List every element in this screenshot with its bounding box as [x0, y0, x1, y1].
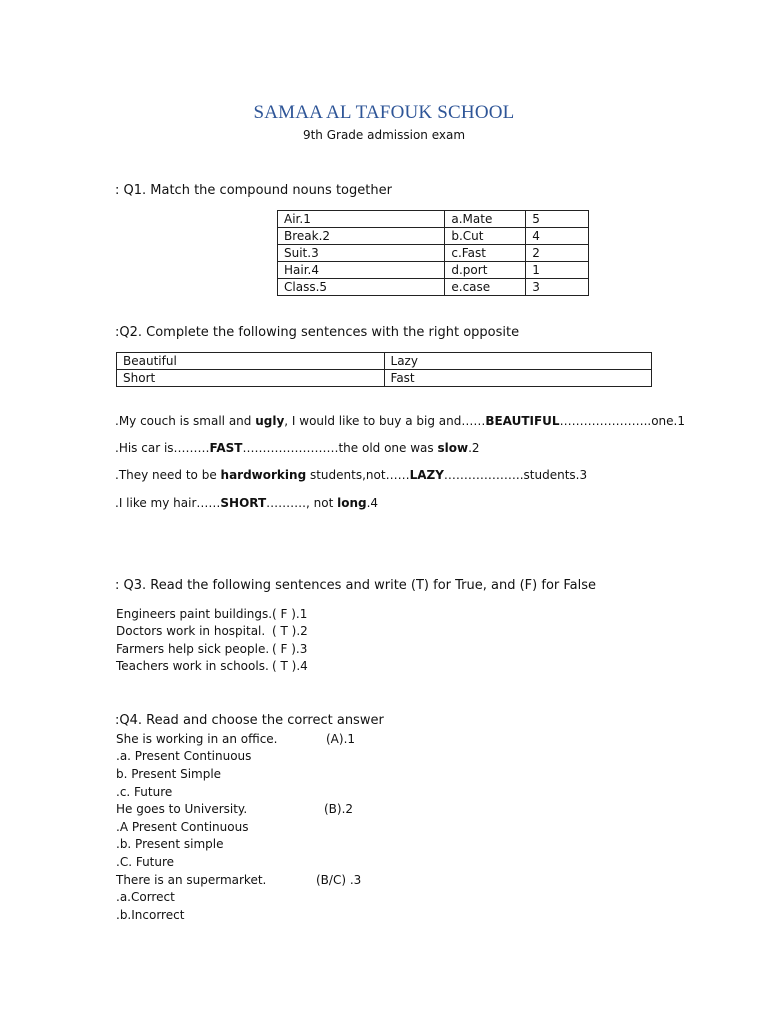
q1-answer-cell: 2 [526, 245, 589, 262]
q1-right-cell: a.Mate [445, 211, 526, 228]
q3-item-1: Engineers paint buildings. [116, 607, 273, 621]
table-row [278, 279, 589, 296]
q1-answer-cell: 5 [526, 211, 589, 228]
q2-sentence-2 [115, 441, 480, 455]
sentence-text: .2 [468, 441, 480, 455]
q1-matching-table [277, 210, 589, 296]
q4-option: .a.Correct [116, 890, 175, 904]
q2-sentence-3 [115, 468, 587, 482]
q3-heading: : Q3. Read the following sentences and write (T) for True, and (F) for False [115, 578, 597, 593]
q1-right-cell: d.port [445, 262, 526, 279]
q2-word-cell: Short [117, 370, 385, 387]
sentence-answer: SHORT [220, 496, 267, 510]
q2-sentence-4 [115, 496, 378, 510]
q3-answer-2: ( T ).2 [272, 624, 308, 638]
q4-option: .a. Present Continuous [116, 749, 252, 763]
q4-question-3: There is an supermarket. [116, 873, 267, 887]
sentence-text: ……………………the old one was [242, 441, 438, 455]
table-row [278, 262, 589, 279]
sentence-text: .They need to be [115, 468, 221, 482]
sentence-answer: LAZY [409, 468, 444, 482]
q2-heading: :Q2. Complete the following sentences with the right opposite [115, 325, 520, 340]
q4-option: .b.Incorrect [116, 908, 185, 922]
table-row [278, 211, 589, 228]
sentence-text: .His car is……… [115, 441, 210, 455]
q4-answer-1: (A).1 [326, 732, 356, 746]
q1-left-cell: Break.2 [278, 228, 445, 245]
q4-question-2: He goes to University. [116, 802, 248, 816]
q1-heading: : Q1. Match the compound nouns together [115, 183, 392, 198]
table-row [278, 228, 589, 245]
sentence-keyword: slow [437, 441, 469, 455]
q3-answer-4: ( T ).4 [272, 659, 308, 673]
sentence-text: students,not…… [306, 468, 410, 482]
q3-item-2: Doctors work in hospital. [116, 624, 266, 638]
q3-item-3: Farmers help sick people. [116, 642, 270, 656]
exam-subtitle: 9th Grade admission exam [302, 128, 466, 142]
q4-heading: :Q4. Read and choose the correct answer [115, 713, 384, 728]
q1-left-cell: Suit.3 [278, 245, 445, 262]
sentence-text: .4 [366, 496, 379, 510]
q4-question-1: She is working in an office. [116, 732, 278, 746]
table-row [117, 370, 652, 387]
sentence-keyword: long [337, 496, 367, 510]
sentence-text: .My couch is small and [115, 414, 256, 428]
sentence-text: ………………..students.3 [443, 468, 588, 482]
table-row [117, 353, 652, 370]
q1-left-cell: Hair.4 [278, 262, 445, 279]
q1-left-cell: Air.1 [278, 211, 445, 228]
q1-right-cell: e.case [445, 279, 526, 296]
q4-answer-3: (B/C) .3 [316, 873, 362, 887]
sentence-text: .I like my hair…… [115, 496, 221, 510]
q1-answer-cell: 1 [526, 262, 589, 279]
q4-option: .b. Present simple [116, 837, 224, 851]
q1-right-cell: c.Fast [445, 245, 526, 262]
sentence-keyword: hardworking [220, 468, 307, 482]
q2-word-cell: Lazy [384, 353, 651, 370]
q3-answer-1: ( F ).1 [272, 607, 308, 621]
q4-answer-2: (B).2 [324, 802, 354, 816]
school-title: SAMAA AL TAFOUK SCHOOL [253, 102, 515, 123]
sentence-text: …………………..one.1 [559, 414, 685, 428]
q4-option: b. Present Simple [116, 767, 222, 781]
q4-option: .C. Future [116, 855, 175, 869]
sentence-keyword: ugly [255, 414, 285, 428]
q2-sentence-1 [115, 414, 685, 428]
q1-answer-cell: 3 [526, 279, 589, 296]
sentence-answer: BEAUTIFUL [485, 414, 560, 428]
table-row [278, 245, 589, 262]
q1-answer-cell: 4 [526, 228, 589, 245]
q3-answer-3: ( F ).3 [272, 642, 308, 656]
sentence-text: ………., not [266, 496, 338, 510]
q4-option: .c. Future [116, 785, 173, 799]
sentence-answer: FAST [209, 441, 243, 455]
q2-word-cell: Fast [384, 370, 651, 387]
q2-word-cell: Beautiful [117, 353, 385, 370]
sentence-text: , I would like to buy a big and…… [284, 414, 486, 428]
q4-option: .A Present Continuous [116, 820, 249, 834]
q3-item-4: Teachers work in schools. [116, 659, 269, 673]
q2-word-table [116, 352, 652, 387]
q1-right-cell: b.Cut [445, 228, 526, 245]
q1-left-cell: Class.5 [278, 279, 445, 296]
